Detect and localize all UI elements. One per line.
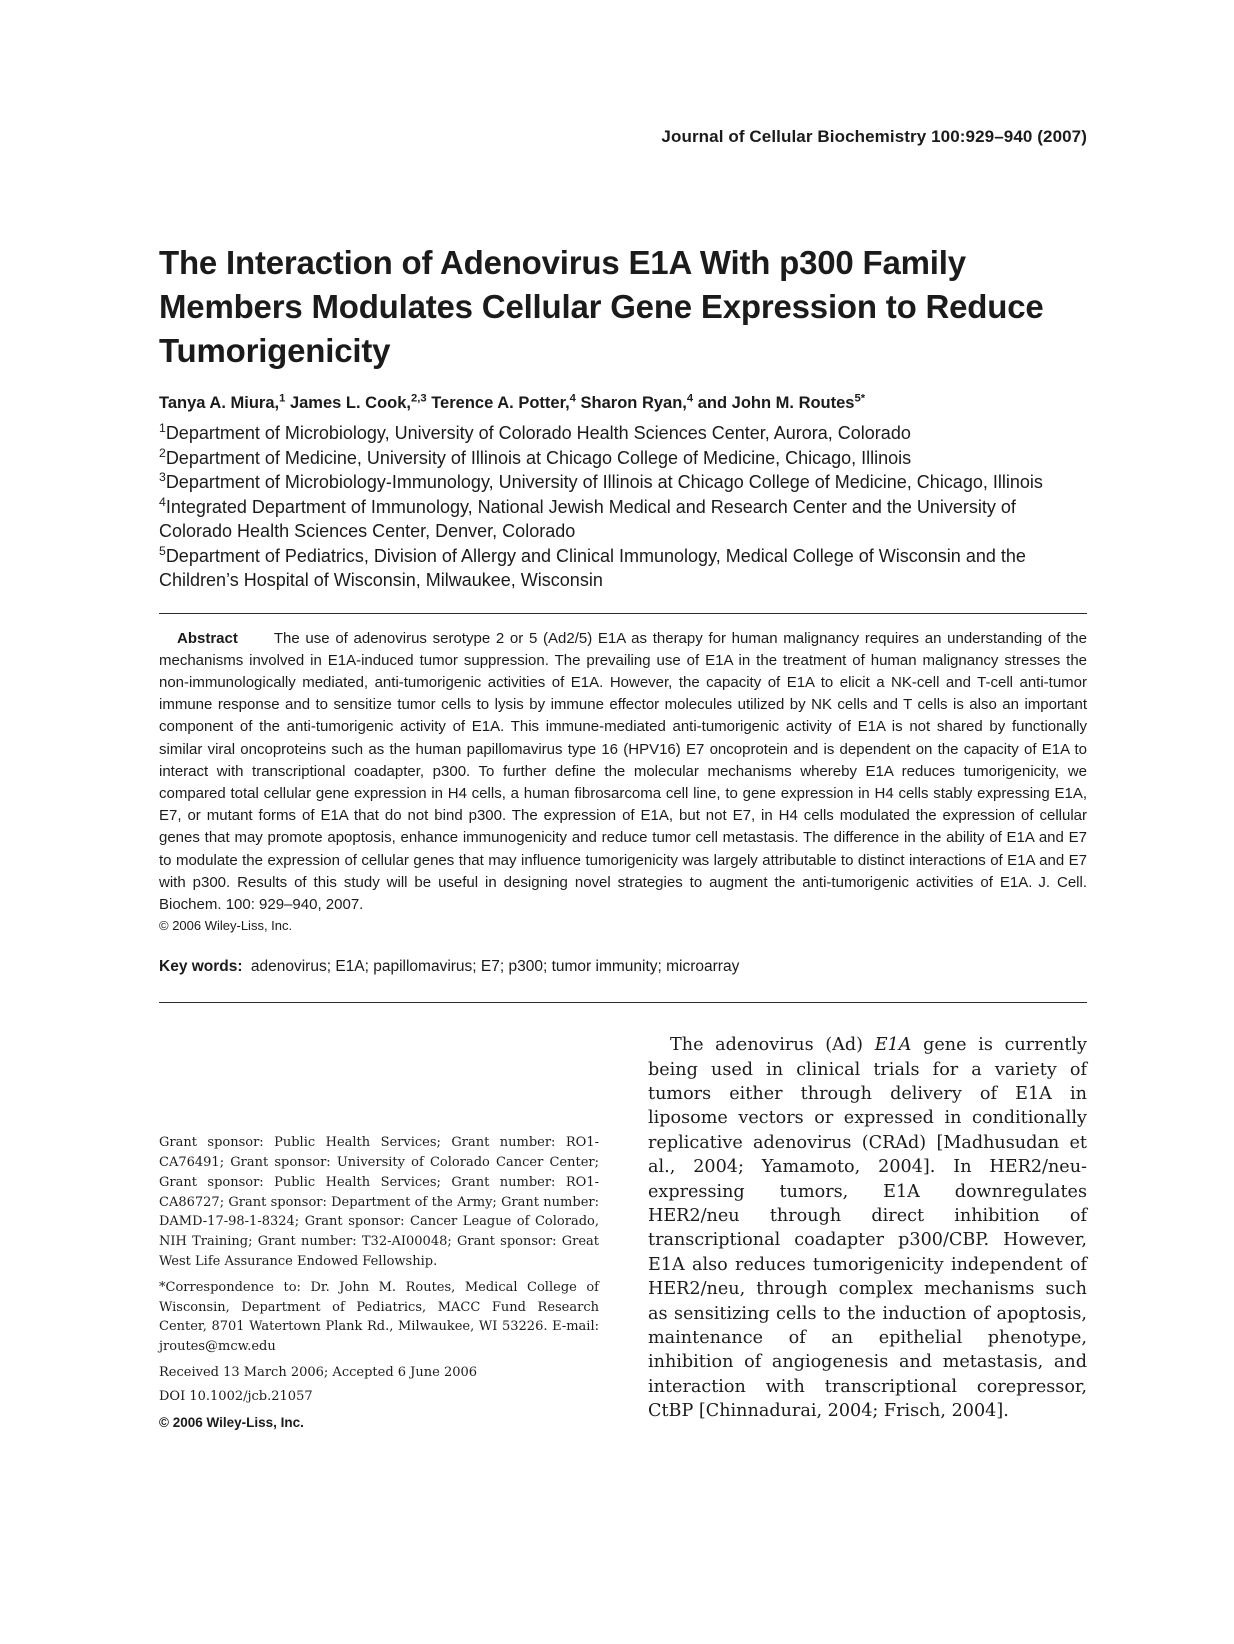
author-affiliation-marker: 4 — [569, 392, 576, 405]
affiliation-item — [159, 495, 1087, 544]
keywords-text: adenovirus; E1A; papillomavirus; E7; p300; tumor immunity; microarray — [250, 958, 740, 976]
affiliation-text: Department of Pediatrics, Division of Allergy and Clinical Immunology, Medical College of Wisconsin and the Children’s Hospital of Wisconsin, Milwaukee, Wisconsin — [159, 545, 1026, 590]
author-affiliation-marker: 5* — [854, 392, 866, 405]
affiliation-text: Department of Microbiology, University of Colorado Health Sciences Center, Aurora, Colorado — [165, 423, 911, 443]
keywords-label: Key words: — [159, 958, 243, 976]
main-text-column — [648, 1033, 1087, 1432]
received-dates: Received 13 March 2006; Accepted 6 June 2006 — [159, 1364, 478, 1380]
section-divider-top — [159, 613, 1087, 614]
grant-footnote: Grant sponsor: Public Health Services; Grant number: RO1-CA76491; Grant sponsor: University of Colorado Cancer Center; Grant sponsor: Public Health Services; Grant number: RO1-CA86727; Grant sponsor: Department of the Army; Grant number: DAMD-17-98-1-8324; Grant sponsor: Cancer League of Colorado, NIH Training; Grant number: T32-AI00048; Grant sponsor: Great West Life Assurance Endowed Fellowship. — [159, 1135, 599, 1269]
affiliation-number: 5 — [159, 543, 166, 558]
section-divider-bottom — [159, 1002, 1087, 1003]
affiliation-number: 1 — [159, 421, 166, 435]
intro-text-start: The adenovirus (Ad) — [670, 1035, 875, 1056]
two-column-body — [159, 1033, 1087, 1432]
abstract-copyright: © 2006 Wiley-Liss, Inc. — [159, 918, 293, 934]
intro-text-rest: gene is currently being used in clinical trials for a variety of tumors either through delivery of E1A in liposome vectors or expressed in conditionally replicative adenovirus (CRAd) [Madhusudan et al., 2004; Yamamoto, 2004]. In HER2/neu-expressing tumors, E1A downregulates HER2/neu through direct inhibition of transcriptional coadapter p300/CBP. However, E1A also reduces tumorigenicity independent of HER2/neu, through complex mechanisms such as sensitizing cells to the induction of apoptosis, maintenance of an epithelial phenotype, inhibition of angiogenesis and metastasis, and interaction with transcriptional corepressor, CtBP [Chinnadurai, 2004; Frisch, 2004]. — [648, 1035, 1087, 1422]
affiliation-list — [159, 421, 1087, 593]
author-name: Terence A. Potter, — [431, 394, 570, 412]
author-name: James L. Cook, — [289, 394, 411, 412]
author-name: Sharon Ryan, — [580, 394, 687, 412]
affiliation-item — [159, 421, 1087, 446]
affiliation-number: 3 — [159, 470, 166, 484]
affiliation-text: Department of Microbiology-Immunology, University of Illinois at Chicago College of Medicine, Chicago, Illinois — [165, 472, 1043, 492]
affiliation-text: Integrated Department of Immunology, National Jewish Medical and Research Center and the University of Colorado Health Sciences Center, Denver, Colorado — [159, 496, 1016, 541]
abstract-citation: J. Cell. Biochem. 100: 929–940, 2007. — [159, 873, 1088, 913]
affiliation-number: 4 — [159, 494, 166, 509]
affiliation-item — [159, 544, 1087, 593]
journal-running-header: Journal of Cellular Biochemistry 100:929–940 (2007) — [661, 127, 1087, 146]
author-connector: and — [697, 394, 728, 412]
intro-paragraph — [648, 1033, 1087, 1424]
abstract-text: The use of adenovirus serotype 2 or 5 (Ad2/5) E1A as therapy for human malignancy requires an understanding of the mechanisms involved in E1A-induced tumor suppression. The prevailing use of E1A in the treatment of human malignancy stresses the non-immunologically mediated, anti-tumorigenic activities of E1A. However, the capacity of E1A to elicit a NK-cell and T-cell anti-tumor immune response and to sensitize tumor cells to lysis by immune effector molecules utilized by NK cells and T cells is also an important component of the anti-tumorigenic activity of E1A. This immune-mediated anti-tumorigenic activity of E1A is not shared by functionally similar viral oncoproteins such as the human papillomavirus type 16 (HPV16) E7 oncoprotein and is dependent on the capacity of E1A to interact with transcriptional coadapter, p300. To further define the molecular mechanisms whereby E1A reduces tumorigenicity, we compared total cellular gene expression in H4 cells, a human fibrosarcoma cell line, to gene expression in H4 cells stably expressing E1A, E7, or mutant forms of E1A that do not bind p300. The expression of E1A, but not E7, in H4 cells modulated the expression of cellular genes that may promote apoptosis, enhance immunogenicity and reduce tumor cell metastasis. The difference in the ability of E1A and E7 to modulate the expression of cellular genes that may influence tumorigenicity was largely attributable to distinct interactions of E1A and E7 with p300. Results of this study will be useful in designing novel strategies to augment the anti-tumorigenic activities of E1A. — [159, 629, 1087, 891]
doi-line: DOI 10.1002/jcb.21057 — [159, 1388, 313, 1404]
abstract-paragraph — [159, 628, 1087, 917]
author-affiliation-marker: 4 — [686, 392, 694, 405]
article-title: The Interaction of Adenovirus E1A With p300 Family Members Modulates Cellular Gene Expression to Reduce Tumorigenicity — [159, 244, 1044, 369]
author-list — [159, 391, 1087, 415]
author-affiliation-marker: 2,3 — [411, 392, 427, 405]
author-name: John M. Routes — [731, 394, 855, 412]
correspondence-footnote: *Correspondence to: Dr. John M. Routes, Medical College of Wisconsin, Department of Pediatrics, MACC Fund Research Center, 8701 Watertown Plank Rd., Milwaukee, WI 53226. E-mail: jroutes@mcw.edu — [159, 1279, 599, 1355]
intro-gene-name: E1A — [874, 1035, 912, 1056]
affiliation-item — [159, 446, 1087, 471]
author-name: Tanya A. Miura, — [159, 394, 280, 412]
footnotes-column — [159, 1033, 599, 1432]
author-affiliation-marker: 1 — [279, 392, 286, 405]
footnote-copyright: © 2006 Wiley-Liss, Inc. — [159, 1414, 304, 1430]
affiliation-item — [159, 470, 1087, 495]
keywords-line — [159, 956, 1087, 978]
affiliation-text: Department of Medicine, University of Illinois at Chicago College of Medicine, Chicago, Illinois — [165, 447, 912, 468]
affiliation-number: 2 — [159, 445, 166, 460]
abstract-label: Abstract — [177, 629, 238, 647]
